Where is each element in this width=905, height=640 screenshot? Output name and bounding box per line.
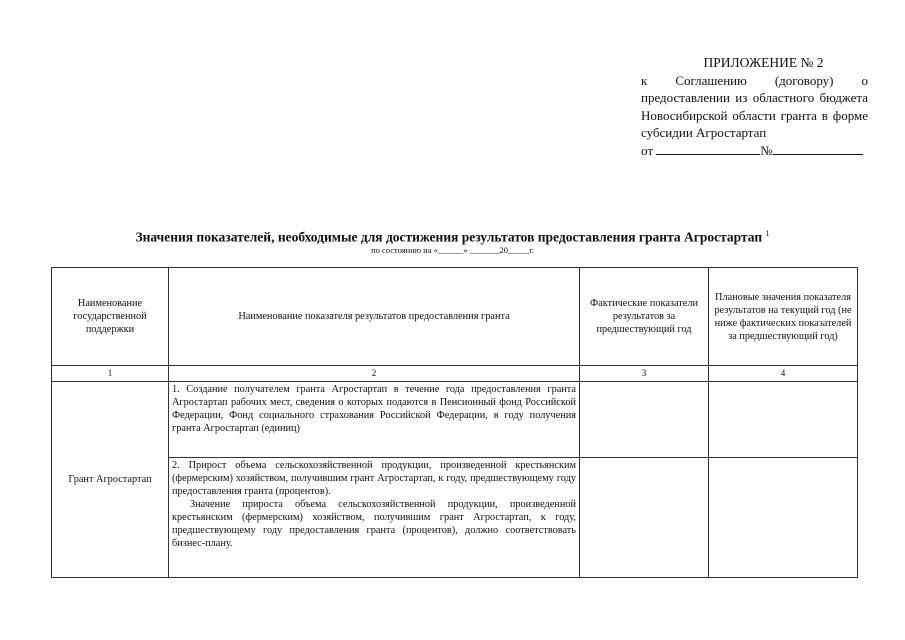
indicator-2-text: 2. Прирост объема сельскохозяйственной продукции, произведенной крестьянским (фермерским) хозяйством, получившим грант Агростартап, к году, предшествующему году предоставления гранта (процентов). <box>172 460 576 497</box>
header-actual: Фактические показатели результатов за предшествующий год <box>580 268 709 366</box>
indicator-2-note: Значение прироста объема сельскохозяйственной продукции, произведенной крестьянским (фермерским) хозяйством, получившим грант Агростартап, к году, предшествующему году предоставления гранта (процентов), должно соответствовать бизнес-плану. <box>172 499 576 549</box>
footnote-mark: 1 <box>765 229 770 238</box>
indicators-table <box>51 267 858 578</box>
appendix-text: к Соглашению (договору) о предоставлении из областного бюджета Новосибирской области гранта в форме субсидии Агростартап <box>641 72 868 140</box>
number-sign: № <box>760 142 773 158</box>
appendix-block <box>641 54 868 159</box>
program-name: Грант Агростартап <box>52 382 169 578</box>
date-blank <box>656 142 760 155</box>
as-of-line: по состоянию на «______» _______20_____г. <box>371 245 534 255</box>
indicator-2 <box>169 458 580 578</box>
indicator-1-planned[interactable] <box>709 382 858 458</box>
column-number: 3 <box>580 366 709 382</box>
date-prefix: от <box>641 142 654 158</box>
indicator-1-actual[interactable] <box>580 382 709 458</box>
indicator-1 <box>169 382 580 458</box>
table-row <box>52 458 858 578</box>
heading-title: Значения показателей, необходимые для достижения результатов предоставления гранта Агростартап <box>135 229 763 245</box>
appendix-date-line <box>641 142 868 160</box>
column-number: 4 <box>709 366 858 382</box>
appendix-title: ПРИЛОЖЕНИЕ № 2 <box>703 55 824 70</box>
indicator-2-actual[interactable] <box>580 458 709 578</box>
table-header-row <box>52 268 858 366</box>
column-number: 1 <box>52 366 169 382</box>
indicator-1-text: 1. Создание получателем гранта Агростартап в течение года предоставления гранта Агростартап рабочих мест, сведения о которых подаются в Пенсионный фонд Российской Федерации, Фонд социального страхования Российской Федерации, в году получения гранта Агростартап (единиц) <box>172 384 576 434</box>
number-blank <box>773 142 863 155</box>
header-indicator-name: Наименование показателя результатов предоставления гранта <box>169 268 580 366</box>
column-number-row <box>52 366 858 382</box>
column-number: 2 <box>169 366 580 382</box>
header-planned: Плановые значения показателя результатов на текущий год (не ниже фактических показателей за предшествующий год) <box>709 268 858 366</box>
table-row <box>52 382 858 458</box>
document-heading <box>0 229 905 246</box>
header-support-name: Наименование государственной поддержки <box>52 268 169 366</box>
indicator-2-planned[interactable] <box>709 458 858 578</box>
